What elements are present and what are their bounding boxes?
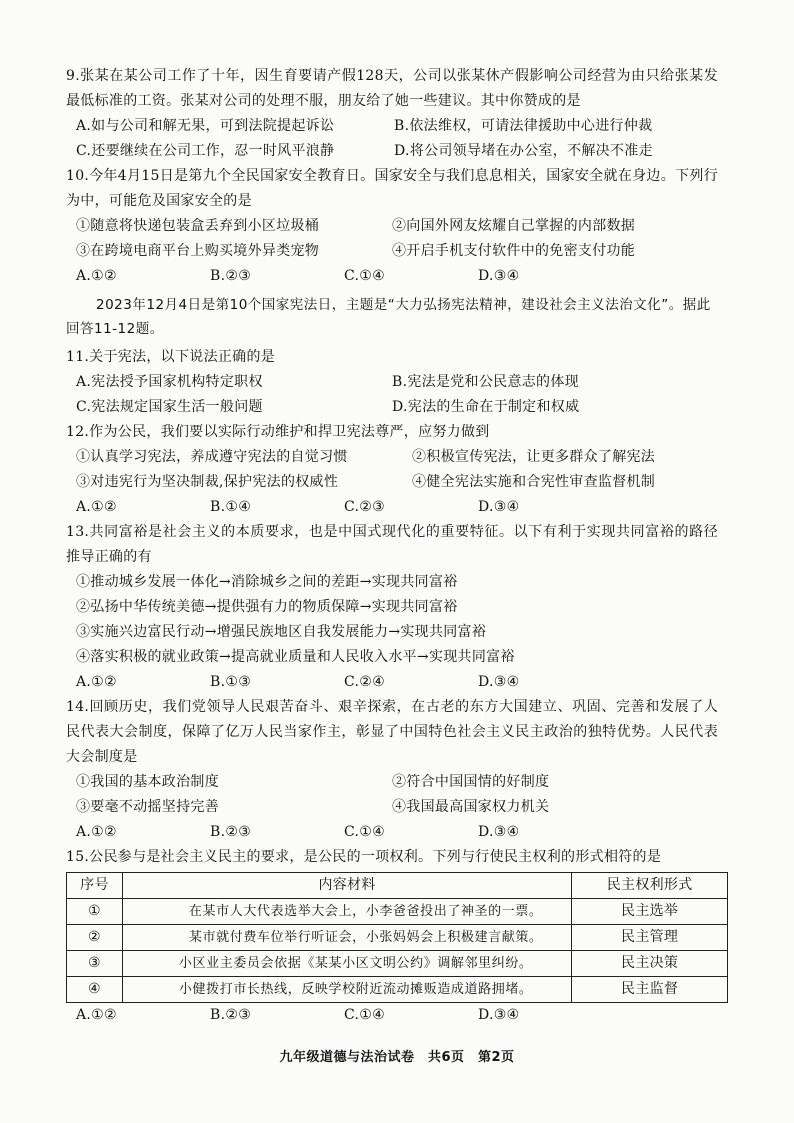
rights-table [66,872,728,1003]
choice-d: D.③④ [478,499,520,515]
choice-d: D.③④ [478,1007,520,1023]
row-number: ③ [67,951,123,977]
statement-1: ①认真学习宪法，养成遵守宪法的自觉习惯 [76,449,348,465]
statement-3: ③要毫不动摇坚持完善 [76,799,219,815]
choice-row [66,670,718,695]
option-row [66,114,718,139]
choice-row [66,495,718,520]
statement-4: ④落实积极的就业政策→提高就业质量和人民收入水平→实现共同富裕 [76,649,515,665]
question-13 [66,520,718,695]
question-15 [66,845,718,1028]
statement-3: ③实施兴边富民行动→增强民族地区自我发展能力→实现共同富裕 [76,624,487,640]
choice-d: D.③④ [478,268,520,284]
option-b: B.宪法是党和公民意志的体现 [392,374,579,390]
choice-c: C.②③ [344,499,385,515]
choice-a: A.①② [76,1007,117,1023]
row-form: 民主选举 [572,899,728,925]
page-footer: 九年级道德与法治试卷 共6页 第2页 [279,1050,515,1065]
choice-a: A.①② [76,268,117,284]
choice-a: A.①② [76,674,117,690]
row-form: 民主监督 [572,977,728,1003]
statement-2: ②积极宣传宪法，让更多群众了解宪法 [412,449,656,465]
choice-row [66,820,718,845]
choice-c: C.②④ [344,674,385,690]
row-number: ① [67,899,123,925]
choice-a: A.①② [76,824,117,840]
row-form: 民主决策 [572,951,728,977]
statement-4: ④我国最高国家权力机关 [392,799,550,815]
statement-row [66,445,718,470]
row-content: 小健拨打市长热线，反映学校附近流动摊贩造成道路拥堵。 [122,977,571,1003]
question-11 [66,345,718,420]
choice-b: B.②③ [210,824,252,840]
table-row [67,899,728,925]
statement-3: ③对违宪行为坚决制裁,保护宪法的权威性 [76,474,339,490]
question-stem: 9.张某在某公司工作了十年，因生育要请产假128天，公司以张某休产假影响公司经营为由只给张某发最低标准的工资。张某对公司的处理不服，朋友给了她一些建议。其中你赞成的是 [66,68,718,109]
row-number: ④ [67,977,123,1003]
choice-row [66,264,718,289]
statement-row [66,795,718,820]
question-stem: 11.关于宪法，以下说法正确的是 [66,349,276,365]
header-number: 序号 [67,873,123,899]
statement-4: ④开启手机支付软件中的免密支付功能 [392,243,636,259]
table-header-row [67,873,728,899]
statement-3: ③在跨境电商平台上购买境外异类宠物 [76,243,320,259]
choice-row [66,1003,718,1028]
choice-a: A.①② [76,499,117,515]
option-a: A.如与公司和解无果，可到法院提起诉讼 [76,118,335,134]
statement-4: ④健全宪法实施和合宪性审查监督机制 [412,474,656,490]
option-c: C.宪法规定国家生活一般问题 [76,399,263,415]
option-row [66,395,718,420]
shared-material: 2023年12月4日是第10个国家宪法日，主题是“大力弘扬宪法精神，建设社会主义法治文化”。据此回答11-12题。 [66,297,711,337]
statement-row [66,239,718,264]
choice-c: C.①④ [344,268,385,284]
option-d: D.将公司领导堵在办公室，不解决不准走 [394,143,653,159]
question-stem: 12.作为公民，我们要以实际行动维护和捍卫宪法尊严，应努力做到 [66,424,490,440]
choice-c: C.①④ [344,824,385,840]
statement-2: ②符合中国国情的好制度 [392,774,550,790]
statement-2: ②向国外网友炫耀自己掌握的内部数据 [392,218,636,234]
choice-b: B.①④ [210,499,252,515]
statement-row [66,214,718,239]
option-row [66,139,718,164]
table-row [67,925,728,951]
statement-row [66,470,718,495]
choice-b: B.①③ [210,674,252,690]
choice-d: D.③④ [478,674,520,690]
row-content: 在某市人大代表选举大会上，小李爸爸投出了神圣的一票。 [122,899,571,925]
row-number: ② [67,925,123,951]
header-form: 民主权利形式 [572,873,728,899]
question-14 [66,695,718,845]
question-stem: 15.公民参与是社会主义民主的要求，是公民的一项权利。下列与行使民主权利的形式相符的是 [66,849,662,865]
row-content: 某市就付费车位举行听证会，小张妈妈会上积极建言献策。 [122,925,571,951]
option-b: B.依法维权，可请法律援助中心进行仲裁 [394,118,653,134]
row-form: 民主管理 [572,925,728,951]
question-stem: 14.回顾历史，我们党领导人民艰苦奋斗、艰辛探索，在古老的东方大国建立、巩固、完善和发展了人民代表大会制度，保障了亿万人民当家作主，彰显了中国特色社会主义民主政治的独特优势。人民代表大会制度是 [66,699,718,765]
option-c: C.还要继续在公司工作，忍一时风平浪静 [76,143,335,159]
statement-1: ①随意将快递包装盒丢弃到小区垃圾桶 [76,218,320,234]
question-stem: 10.今年4月15日是第九个全民国家安全教育日。国家安全与我们息息相关，国家安全就在身边。下列行为中，可能危及国家安全的是 [66,168,718,209]
question-9 [66,64,718,164]
row-content: 小区业主委员会依据《某某小区文明公约》调解邻里纠纷。 [122,951,571,977]
table-row [67,977,728,1003]
option-row [66,370,718,395]
choice-b: B.②③ [210,268,252,284]
question-12 [66,420,718,520]
choice-c: C.①④ [344,1007,385,1023]
table-row [67,951,728,977]
option-a: A.宪法授予国家机构特定职权 [76,374,263,390]
question-10 [66,164,718,289]
statement-row [66,770,718,795]
choice-b: B.②③ [210,1007,252,1023]
question-stem: 13.共同富裕是社会主义的本质要求，也是中国式现代化的重要特征。以下有利于实现共同富裕的路径推导正确的有 [66,524,718,565]
choice-d: D.③④ [478,824,520,840]
statement-2: ②弘扬中华传统美德→提供强有力的物质保障→实现共同富裕 [76,599,458,615]
option-d: D.宪法的生命在于制定和权威 [392,399,580,415]
statement-1: ①推动城乡发展一体化→消除城乡之间的差距→实现共同富裕 [76,574,458,590]
statement-1: ①我国的基本政治制度 [76,774,219,790]
header-content: 内容材料 [122,873,571,899]
